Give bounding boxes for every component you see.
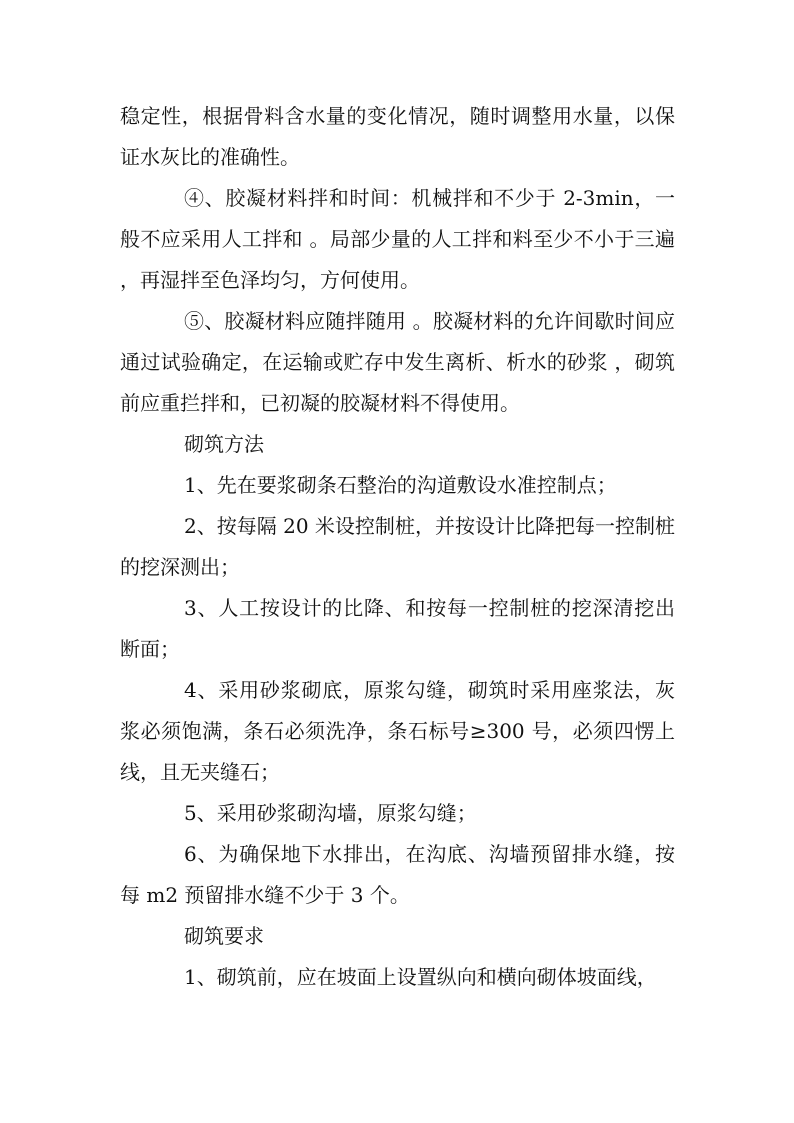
paragraph-use-after-mixing: ⑤、胶凝材料应随拌随用 。胶凝材料的允许间歇时间应通过试验确定，在运输或贮存中发生离析、析水的砂浆 ，砌筑前应重拦拌和，已初凝的胶凝材料不得使用。 <box>120 309 675 415</box>
paragraph-stability-continuation: 稳定性，根据骨料含水量的变化情况，随时调整用水量，以保证水灰比的准确性。 <box>120 104 675 169</box>
method-step-4: 4、采用砂浆砌底，原浆勾缝，砌筑时采用座浆法，灰浆必须饱满，条石必须洗净，条石标号≥300 号，必须四愣上线，且无夹缝石； <box>120 678 675 784</box>
section-heading-masonry-requirements: 砌筑要求 <box>184 924 264 948</box>
method-step-6: 6、为确保地下水排出，在沟底、沟墙预留排水缝，按每 m2 预留排水缝不少于 3 个。 <box>120 842 675 907</box>
section-heading-masonry-method: 砌筑方法 <box>184 432 264 456</box>
requirement-step-1: 1、砌筑前，应在坡面上设置纵向和横向砌体坡面线， <box>184 965 657 989</box>
method-step-3: 3、人工按设计的比降、和按每一控制桩的挖深清挖出断面； <box>120 596 675 661</box>
paragraph-mixing-time: ④、胶凝材料拌和时间：机械拌和不少于 2-3min，一般不应采用人工拌和 。局部少量的人工拌和料至少不小于三遍，再湿拌至色泽均匀，方何使用。 <box>120 186 675 292</box>
method-step-5: 5、采用砂浆砌沟墙，原浆勾缝； <box>184 801 477 825</box>
method-step-1: 1、先在要浆砌条石整治的沟道敷设水准控制点； <box>184 473 617 497</box>
document-body <box>120 96 675 998</box>
method-step-2: 2、按每隔 20 米设控制桩，并按设计比降把每一控制桩的挖深测出； <box>120 514 675 579</box>
